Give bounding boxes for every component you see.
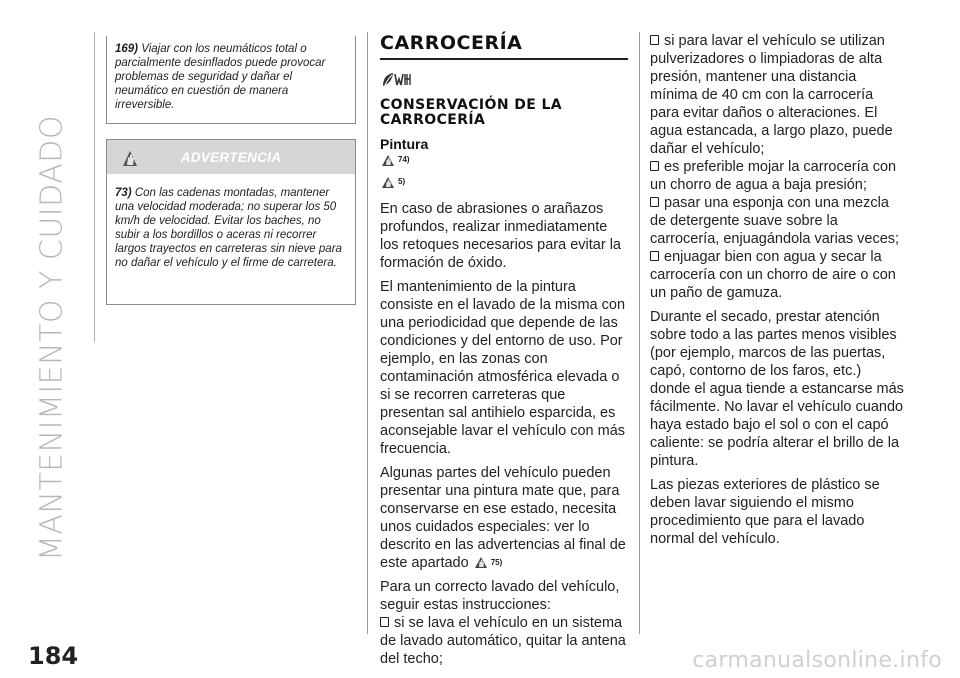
checkbox-bullet-icon xyxy=(650,197,659,207)
heading-rule xyxy=(380,58,628,60)
section-title-vertical: MANTENIMIENTO Y CUIDADO xyxy=(34,115,70,561)
note-169-box xyxy=(106,36,356,124)
bullet-item xyxy=(650,158,905,194)
warning-box xyxy=(106,139,356,305)
paragraph-label: Pintura xyxy=(380,136,429,152)
sub-heading: CONSERVACIÓN DE LA CARROCERÍA xyxy=(380,97,563,128)
bullet-item xyxy=(650,248,905,302)
watermark: carmanualsonline.info xyxy=(692,648,942,673)
bullet-text: si se lava el vehículo en un sistema de lavado automático, quitar la antena del techo; xyxy=(380,615,626,668)
side-divider xyxy=(94,32,95,342)
checkbox-bullet-icon xyxy=(650,251,659,261)
checkbox-bullet-icon xyxy=(650,35,659,45)
main-heading: CARROCERÍA xyxy=(380,32,523,54)
ref-number: 75) xyxy=(490,558,503,568)
bullet-text: enjuagar bien con agua y secar la carrocería con un chorro de aire o con un paño de gamuza. xyxy=(650,249,896,301)
bullet-text: pasar una esponja con una mezcla de detergente suave sobre la carrocería, enjuagándola varias veces; xyxy=(650,195,900,247)
warning-title: ADVERTENCIA xyxy=(180,149,282,165)
warning-body xyxy=(107,174,355,270)
column-3 xyxy=(650,32,905,548)
paragraph-3 xyxy=(380,464,628,572)
hand-warning-icon xyxy=(473,554,489,570)
checkbox-bullet-icon xyxy=(650,161,659,171)
paragraph-6: Las piezas exteriores de plástico se deben lavar siguiendo el mismo procedimiento que para el lavado normal del vehículo. xyxy=(650,477,880,547)
column-divider-2 xyxy=(639,32,640,634)
checkbox-bullet-icon xyxy=(380,617,389,627)
paragraph-4: Para un correcto lavado del vehículo, seguir estas instrucciones: xyxy=(380,579,620,614)
eco-leaf-icon xyxy=(380,68,414,90)
bullet-item xyxy=(650,32,905,158)
warning-number: 73) xyxy=(115,187,132,199)
bullet-text: es preferible mojar la carrocería con un chorro de agua a baja presión; xyxy=(650,159,897,193)
warning-text: Con las cadenas montadas, mantener una velocidad moderada; no superar los 50 km/h de velocidad. Evitar los baches, no subir a los bordillos o aceras ni recorrer largos trayectos en carreteras sin nieve para no dañar el vehículo y el firme de carretera. xyxy=(115,187,342,269)
ref-number: 5) xyxy=(398,177,406,186)
warning-header xyxy=(107,140,355,174)
note-number: 169) xyxy=(115,43,139,55)
bullet-text: si para lavar el vehículo se utilizan pulverizadores o limpiadoras de alta presión, mantener una distancia mínima de 40 cm con la carrocería para evitar daños o alteraciones. El agua estancada, a largo plazo, puede dañar el vehículo; xyxy=(650,33,893,157)
warning-ref-74 xyxy=(380,152,628,174)
hand-warning-icon xyxy=(119,147,141,169)
page-number: 184 xyxy=(28,642,79,670)
warning-ref-5 xyxy=(380,174,628,196)
column-divider-1 xyxy=(367,32,368,634)
hand-warning-icon xyxy=(380,174,396,190)
note-text: Viajar con los neumáticos total o parcialmente desinflados puede provocar problemas de seguridad y dañar el neumático en cuestión de manera irreversible. xyxy=(115,43,326,111)
inline-warning-ref xyxy=(473,554,503,572)
hand-warning-icon xyxy=(380,152,396,168)
bullet-item xyxy=(380,614,628,668)
bullet-item xyxy=(650,194,905,248)
paragraph-2: El mantenimiento de la pintura consiste en el lavado de la misma con una periodicidad que depende de las condiciones y del entorno de uso. Por ejemplo, en las zonas con contaminación atmosférica elevada o si se recorren carreteras que presentan sal antihielo esparcida, es aconsejable lavar el vehículo con más frecuencia. xyxy=(380,279,626,457)
paragraph-1: En caso de abrasiones o arañazos profundos, realizar inmediatamente los retoques necesarios para evitar la formación de óxido. xyxy=(380,201,621,271)
ref-number: 74) xyxy=(398,155,410,164)
paragraph-3-text: Algunas partes del vehículo pueden presentar una pintura mate que, para conservarse en ese estado, necesita unos cuidados especiales: ver lo descrito en las advertencias al final de este apartado xyxy=(380,465,626,571)
column-2 xyxy=(380,32,628,668)
paragraph-5: Durante el secado, prestar atención sobre todo a las partes menos visibles (por ejemplo, marcos de las puertas, capó, contorno de los faros, etc.) donde el agua tiende a estancarse más fácilmente. No lavar el vehículo cuando haya estado bajo el sol o con el capó caliente: se podría alterar el brillo de la pintura. xyxy=(650,309,904,469)
